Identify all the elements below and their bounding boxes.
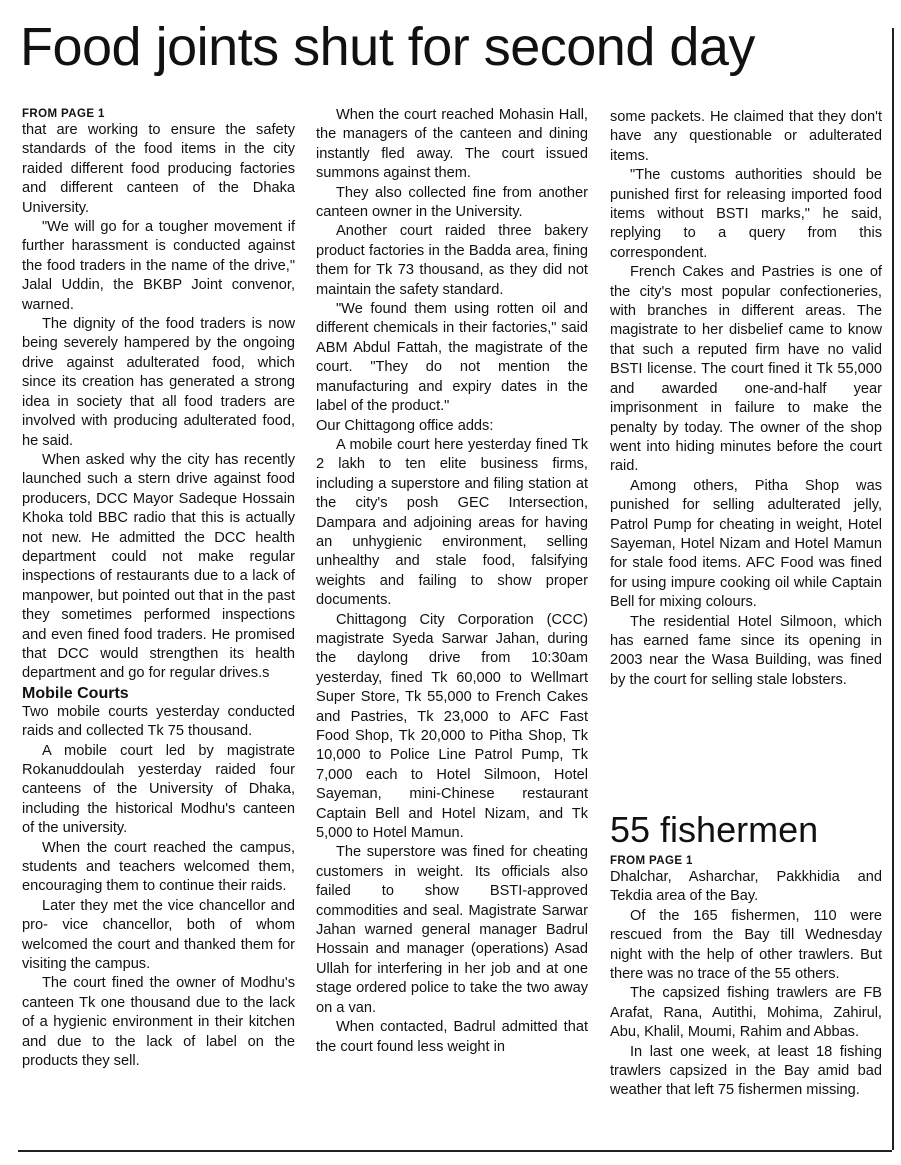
article-column-3 (610, 108, 882, 690)
main-headline: Food joints shut for second day (20, 17, 755, 77)
paragraph: Among others, Pitha Shop was punished for selling adulterated jelly, Patrol Pump for cheating in weight, Hotel Sayeman, Hotel Nizam and Hotel Mamun for stale food items. AFC Food was fined for using impure cooking oil while Captain Bell for mixing colours. (610, 477, 882, 611)
paragraph: "The customs authorities should be punished first for releasing imported food items without BSTI marks," he said, replying to a query from this correspondent. (610, 167, 882, 261)
subheading-mobile-courts: Mobile Courts (22, 684, 129, 702)
paragraph: "We will go for a tougher movement if further harassment is conducted against the food traders in the name of the drive," Jalal Uddin, the BKBP Joint convenor, warned. (22, 219, 295, 313)
paragraph: The court fined the owner of Modhu's canteen Tk one thousand due to the lack of a hygienic environment in their kitchen and due to the lack of label on the products they sell. (22, 975, 295, 1070)
paragraph: some packets. He claimed that they don't have any questionable or adulterated items. (610, 109, 882, 164)
article-column-1 (22, 106, 295, 1072)
paragraph: that are working to ensure the safety standards of the food items in the city raided different food producing factories and different canteen of the Dhaka University. (22, 122, 295, 216)
paragraph: The dignity of the food traders is now being severely hampered by the ongoing drive against adulterated food, which since its creation has generated a strong idea in society that all food traders are involved with producing adulterated food, he said. (22, 316, 295, 449)
paragraph: A mobile court led by magistrate Rokanuddoulah yesterday raided four canteens of the University of Dhaka, including the historical Modhu's canteen of the university. (22, 742, 295, 837)
paragraph: Chittagong City Corporation (CCC) magistrate Syeda Sarwar Jahan, during the daylong drive from 10:30am yesterday, fined Tk 60,000 to Wellmart Super Store, Tk 55,000 to French Cakes and Pastries, Tk 23,000 to AFC Fast Food Shop, Tk 20,000 to Pitha Shop, Tk 10,000 to Police Line Patrol Pump, Tk 7,000 each to Hotel Silmoon, Hotel Sayeman, mini-Chinese restaurant Captain Bell and Hotel Nizam, and Tk 5,000 to Hotel Mamun. (316, 611, 588, 842)
paragraph: The residential Hotel Silmoon, which has earned fame since its opening in 2003 near the Wasa Building, was fined by the court for selling stale lobsters. (610, 613, 882, 688)
paragraph: A mobile court here yesterday fined Tk 2 lakh to ten elite business firms, including a superstore and filing station at the city's posh GEC Intersection, Dampara and adjoining areas for having an unhygienic environment, selling unhealthy and stale food, falsifying weights and failing to show proper documents. (316, 436, 588, 609)
paragraph: Another court raided three bakery product factories in the Badda area, fining them for Tk 73 thousand, as they did not maintain the safety standard. (316, 223, 588, 298)
paragraph: In last one week, at least 18 fishing trawlers capsized in the Bay amid bad weather that left 75 fishermen missing. (610, 1043, 882, 1099)
second-story-headline: 55 fishermen (610, 809, 819, 850)
kicker-from-page: FROM PAGE 1 (22, 108, 105, 120)
paragraph: When the court reached the campus, students and teachers welcomed them, encouraging them to continue their raids. (22, 839, 295, 895)
paragraph: They also collected fine from another canteen owner in the University. (316, 184, 588, 221)
paragraph: The superstore was fined for cheating customers in weight. Its officials also failed to show BSTI-approved commodities and seal. Magistrate Sarwar Jahan warned general manager Badrul Hossain and manager (operations) Asad Ullah for interfering in her job and at one stage ordered police to take the two away on a van. (316, 844, 588, 1016)
paragraph: Two mobile courts yesterday conducted raids and collected Tk 75 thousand. (22, 703, 295, 740)
paragraph: When contacted, Badrul admitted that the court found less weight in (316, 1019, 588, 1055)
column-rule (892, 28, 894, 1150)
paragraph: Dhalchar, Asharchar, Pakkhidia and Tekdia area of the Bay. (610, 869, 882, 905)
paragraph: "We found them using rotten oil and different chemicals in their factories," said ABM Abdul Fattah, the magistrate of the court. "They do not mention the manufacturing and expiry dates in the label of the product." (316, 301, 588, 415)
paragraph: When asked why the city has recently launched such a stern drive against food producers, DCC Mayor Sadeque Hossain Khoka told BBC radio that this is actually not new. He admitted the DCC health department could not make regular inspections of restaurants due to a lack of manpower, but pointed out that in the past they sometimes performed inspections and even fined food traders. He promised that DCC would strengthen its health department and go for regular drives.s (22, 451, 295, 682)
article-column-2 (316, 106, 588, 1057)
bottom-rule (18, 1150, 892, 1152)
paragraph: Of the 165 fishermen, 110 were rescued from the Bay till Wednesday night with the help of other trawlers. But there was no trace of the 55 others. (610, 907, 882, 983)
office-credit-line: Our Chittagong office adds: (316, 417, 494, 434)
kicker-from-page: FROM PAGE 1 (610, 855, 693, 867)
paragraph: Later they met the vice chancellor and pro- vice chancellor, both of whom welcomed the court and thanked them for visiting the campus. (22, 897, 295, 973)
paragraph: French Cakes and Pastries is one of the city's most popular confectioneries, with branches in different areas. The magistrate to her disbelief came to know that such a reputed firm have no valid BSTI license. The court fined it Tk 55,000 and awarded one-and-half year imprisonment in failure to make the penalty by today. The owner of the shop went into hiding minutes before the court raid. (610, 264, 882, 475)
second-story (610, 808, 882, 1101)
paragraph: The capsized fishing trawlers are FB Arafat, Rana, Autithi, Mohima, Zahirul, Abu, Khalil, Moumi, Rahim and Abbas. (610, 985, 882, 1041)
paragraph: When the court reached Mohasin Hall, the managers of the canteen and dining instantly fled away. The court issued summons against them. (316, 107, 588, 182)
